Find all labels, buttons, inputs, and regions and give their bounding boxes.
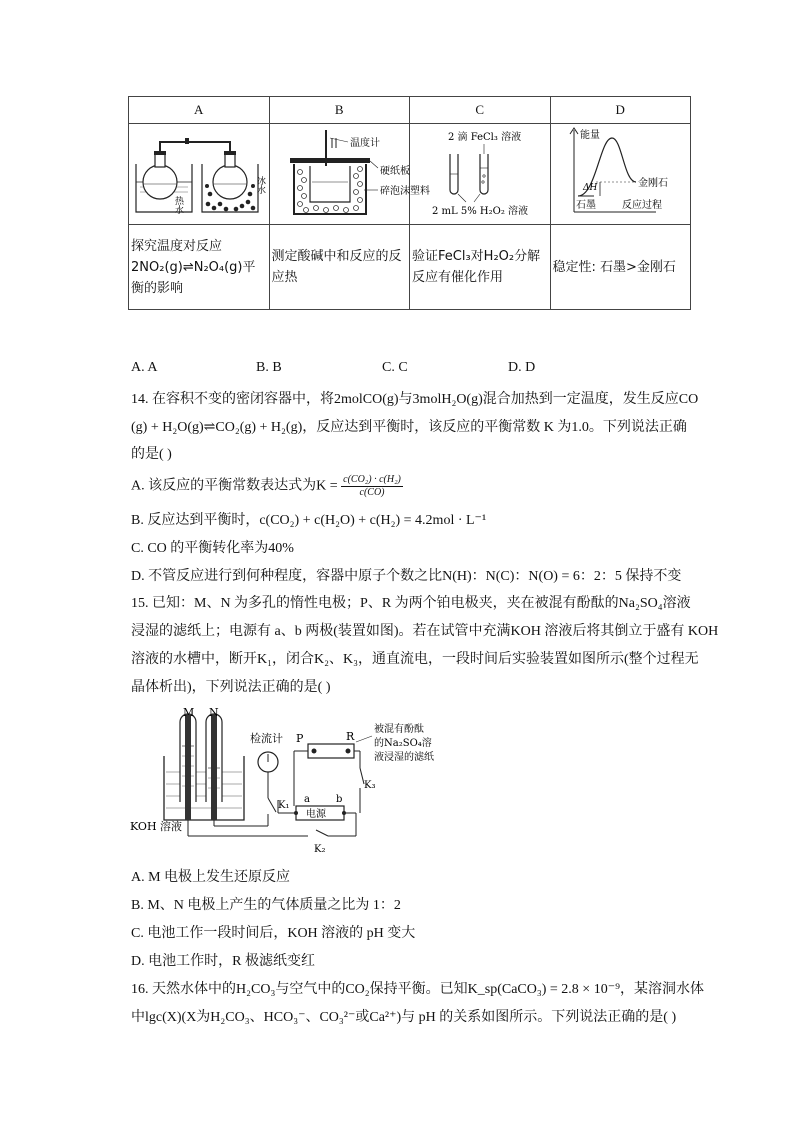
figure-d-energy-diagram (556, 124, 684, 219)
q15-stem-line2: 浸湿的滤纸上；电源有 a、b 两极(装置如图)。若在试管中充满KOH 溶液后将其倒立于盛有 KOH (131, 624, 719, 639)
label-galvanometer: 检流计 (250, 732, 283, 745)
q15-option-c[interactable]: C. 电池工作一段时间后，KOH 溶液的 pH 变大 (131, 926, 416, 941)
q15-option-d[interactable]: D. 电池工作时，R 极滤纸变红 (131, 954, 315, 969)
electrode-label-m: M (183, 706, 195, 719)
figure-d-cell (550, 124, 691, 225)
label-thermometer: 温度计 (349, 138, 380, 149)
terminal-label-b: b (336, 794, 343, 805)
q15-option-a[interactable]: A. M 电极上发生还原反应 (131, 870, 291, 885)
switch-label-k3: K₃ (364, 780, 376, 791)
switch-label-k2: K₂ (314, 844, 326, 855)
figure-a-flasks (130, 124, 268, 219)
q16-stem-line2: 中lgc(X)(X为H₂CO₃、HCO₃⁻、CO₃²⁻或Ca²⁺)与 pH 的关系如图所示。下列说法正确的是( ) (131, 1010, 677, 1025)
label-h2o2: 2 mL 5% H₂O₂ 溶液 (431, 206, 528, 217)
figure-c-test-tubes (418, 124, 542, 219)
q13-choice-a[interactable]: A. A (131, 360, 158, 375)
q14-option-b[interactable]: B. 反应达到平衡时，c(CO₂) + c(H₂O) + c(H₂) = 4.2mol · L⁻¹ (131, 513, 487, 528)
clip-label-p: P (296, 732, 304, 745)
q14-k-fraction (341, 474, 403, 499)
label-hot-water: 热水 (172, 196, 183, 214)
header-c: C (410, 97, 551, 124)
q14-stem-line1: 14. 在容积不变的密闭容器中，将2molCO(g)与3molH₂O(g)混合加热到一定温度，发生反应CO (131, 392, 699, 407)
q14-option-a[interactable] (131, 474, 403, 499)
q15-option-b[interactable]: B. M、N 电极上产生的气体质量之比为 1：2 (131, 898, 401, 913)
label-filter-line2: 的Na₂SO₄溶 (374, 738, 432, 749)
description-a: 探究温度对反应2NO₂(g)⇌N₂O₄(g)平衡的影响 (129, 225, 270, 310)
q14-k-denominator: c(CO) (359, 487, 385, 498)
label-power-source: 电源 (306, 809, 326, 820)
label-filter-line3: 液浸湿的滤纸 (374, 752, 434, 763)
label-cardboard: 硬纸板 (379, 166, 410, 177)
figure-a-cell (129, 124, 270, 225)
electrode-label-n: N (209, 706, 219, 719)
label-foam: 碎泡沫塑料 (379, 186, 430, 197)
switch-label-k1: K₁ (278, 800, 290, 811)
clip-label-r: R (346, 730, 355, 743)
q14-option-a-text: A. 该反应的平衡常数表达式为K = (131, 478, 338, 494)
q14-option-c[interactable]: C. CO 的平衡转化率为40% (131, 541, 294, 556)
q15-stem-line1: 15. 已知：M、N 为多孔的惰性电极；P、R 为两个铂电极夹，夹在被混有酚酞的Na₂SO₄溶液 (131, 596, 691, 611)
q14-stem-line2: (g) + H₂O(g)⇌CO₂(g) + H₂(g)，反应达到平衡时，该反应的平衡常数 K 为1.0。下列说法正确 (131, 420, 687, 435)
terminal-label-a: a (304, 794, 310, 805)
q15-stem-line4: 晶体析出)，下列说法正确的是( ) (131, 680, 331, 695)
label-ice-water: 冰水 (254, 176, 265, 194)
header-a: A (129, 97, 270, 124)
q13-choice-b[interactable]: B. B (256, 360, 282, 375)
label-fecl3-drops: 2 滴 FeCl₃ 溶液 (447, 132, 521, 143)
figure-c-cell (410, 124, 551, 225)
axis-label-progress: 反应过程 (622, 200, 663, 211)
header-b: B (269, 97, 410, 124)
q15-electrolysis-figure (128, 702, 468, 862)
header-d: D (550, 97, 691, 124)
label-koh-solution: KOH 溶液 (130, 820, 183, 833)
q13-choice-c[interactable]: C. C (382, 360, 408, 375)
q14-stem-line3: 的是( ) (131, 447, 172, 462)
q14-k-numerator: c(CO₂) · c(H₂) (343, 474, 401, 485)
axis-label-energy: 能量 (580, 130, 601, 141)
q13-options-table (128, 96, 691, 310)
q14-option-d[interactable]: D. 不管反应进行到何种程度，容器中原子个数之比N(H)：N(C)：N(O) = 6：2：5 保持不变 (131, 569, 682, 584)
description-d: 稳定性: 石墨>金刚石 (550, 225, 691, 310)
description-c: 验证FeCl₃对H₂O₂分解反应有催化作用 (410, 225, 551, 310)
figure-b-calorimeter (270, 124, 430, 219)
label-diamond: 金刚石 (638, 178, 669, 189)
label-filter-line1: 被混有酚酞 (374, 724, 424, 735)
q15-stem-line3: 溶液的水槽中，断开K₁，闭合K₂、K₃，通直流电，一段时间后实验装置如图所示(整个过程无 (131, 652, 699, 667)
figure-b-cell (269, 124, 430, 225)
q13-choice-d[interactable]: D. D (508, 360, 536, 375)
label-delta-h: ΔH (583, 183, 598, 193)
q16-stem-line1: 16. 天然水体中的H₂CO₃与空气中的CO₂保持平衡。已知K_sp(CaCO₃) = 2.8 × 10⁻⁹，某溶洞水体 (131, 982, 704, 997)
label-graphite: 石墨 (576, 200, 597, 211)
description-b: 测定酸碱中和反应的反应热 (269, 225, 410, 310)
